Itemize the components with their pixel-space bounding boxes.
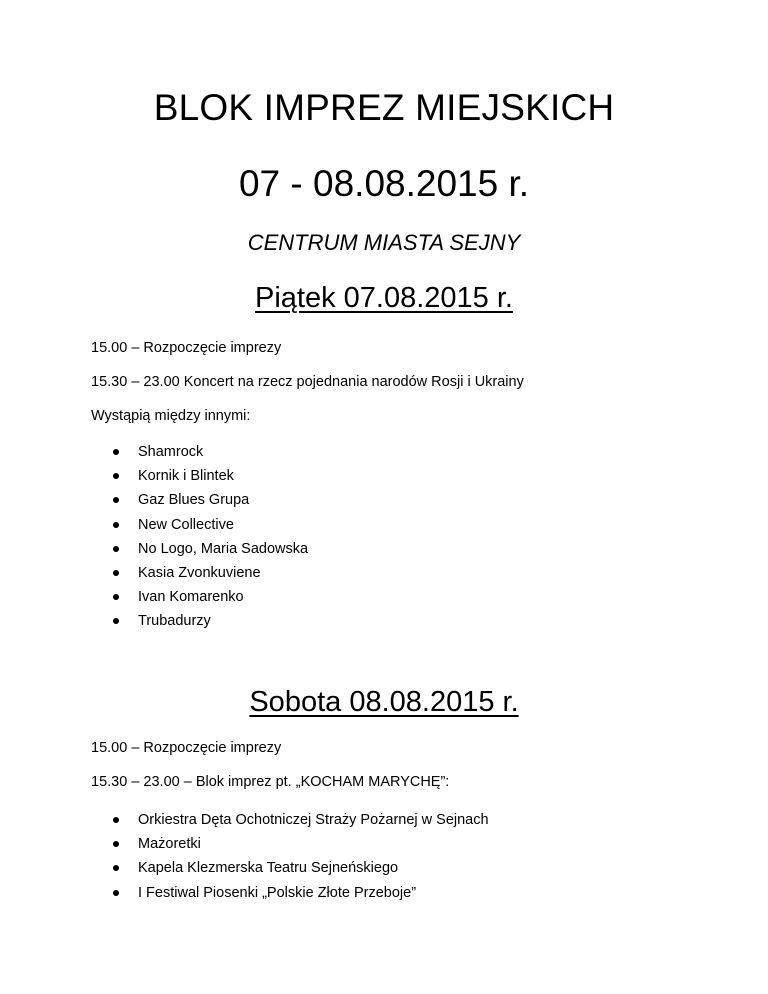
bullet-icon — [113, 497, 119, 503]
bullet-icon — [113, 522, 119, 528]
event-dates: 07 - 08.08.2015 r. — [238, 163, 530, 204]
performer-name: Gaz Blues Grupa — [138, 492, 250, 509]
performer-name: Kapela Klezmerska Teatru Sejneńskiego — [138, 860, 399, 877]
saturday-block-line: 15.30 – 23.00 – Blok imprez pt. „KOCHAM MARYCHĘ”: — [91, 774, 450, 790]
friday-concert-line: 15.30 – 23.00 Koncert na rzecz pojednania narodów Rosji i Ukrainy — [91, 374, 524, 390]
list-item — [91, 884, 489, 908]
document-title: BLOK IMPREZ MIEJSKICH — [153, 87, 615, 128]
bullet-icon — [113, 594, 119, 600]
performer-name: Trubadurzy — [138, 613, 211, 630]
performer-name: Kasia Zvonkuviene — [138, 564, 261, 581]
performer-name: Mażoretki — [138, 836, 201, 853]
friday-performers-list — [91, 443, 308, 637]
performer-name: Orkiestra Dęta Ochotniczej Straży Pożarnej w Sejnach — [138, 812, 489, 828]
list-item — [91, 588, 308, 612]
performer-name: Ivan Komarenko — [138, 589, 244, 606]
bullet-icon — [113, 890, 119, 896]
friday-intro-line: Wystąpią między innymi: — [91, 408, 251, 424]
list-item — [91, 564, 308, 588]
bullet-icon — [113, 546, 119, 552]
friday-heading-text: Piątek 07.08.2015 r. — [255, 282, 513, 314]
event-place: CENTRUM MIASTA SEJNY — [247, 230, 521, 255]
bullet-icon — [113, 449, 119, 455]
performer-name: New Collective — [138, 516, 234, 533]
bullet-icon — [113, 841, 119, 847]
bullet-icon — [113, 817, 119, 823]
performer-name: Kornik i Blintek — [138, 468, 234, 485]
list-item — [91, 540, 308, 564]
saturday-heading-text: Sobota 08.08.2015 r. — [249, 686, 519, 718]
saturday-performers-list — [91, 811, 489, 908]
list-item — [91, 811, 489, 835]
performer-name: No Logo, Maria Sadowska — [138, 540, 309, 557]
friday-heading — [0, 280, 768, 316]
list-item — [91, 835, 489, 859]
bullet-icon — [113, 865, 119, 871]
list-item — [91, 859, 489, 883]
saturday-heading — [0, 684, 768, 720]
bullet-icon — [113, 618, 119, 624]
list-item — [91, 491, 308, 515]
performer-name: I Festiwal Piosenki „Polskie Złote Przeboje” — [138, 884, 417, 901]
list-item — [91, 612, 308, 636]
saturday-start-line: 15.00 – Rozpoczęcie imprezy — [91, 740, 282, 756]
list-item — [91, 443, 308, 467]
bullet-icon — [113, 570, 119, 576]
performer-name: Shamrock — [138, 444, 204, 460]
bullet-icon — [113, 473, 119, 479]
list-item — [91, 467, 308, 491]
friday-start-line: 15.00 – Rozpoczęcie imprezy — [91, 340, 282, 356]
list-item — [91, 516, 308, 540]
